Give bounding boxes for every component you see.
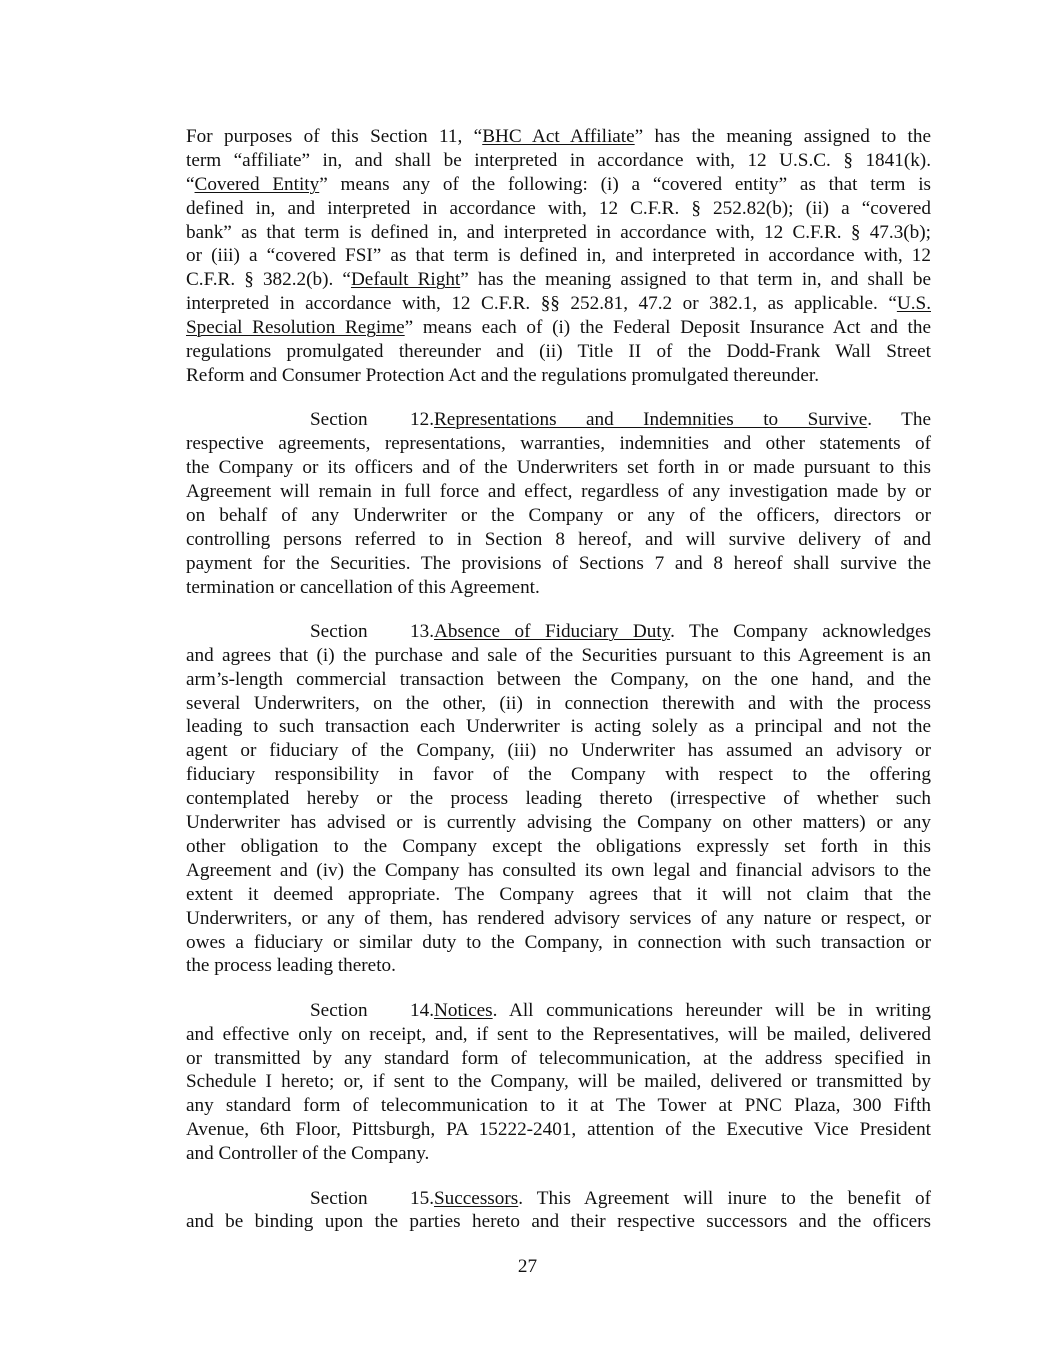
text-line	[186, 552, 931, 576]
paragraph-section-13	[186, 620, 931, 978]
section-number: Section 14.	[310, 999, 434, 1021]
section-number: Section 12.	[310, 409, 434, 431]
text-line	[186, 364, 931, 388]
text-line	[186, 668, 931, 692]
text-run: contemplated hereby or the process leading thereto (irrespective of whether such	[186, 788, 931, 810]
text-run: and effective only on receipt, and, if sent to the Representatives, will be mailed, delivered	[186, 1023, 931, 1045]
text-run: Agreement and (iv) the Company has consulted its own legal and financial advisors to the	[186, 859, 931, 881]
text-line	[186, 432, 931, 456]
text-line	[186, 528, 931, 552]
text-run: . The Company acknowledges	[670, 620, 931, 642]
text-run: “	[186, 173, 195, 195]
text-run: arm’s-length commercial transaction between the Company, on the one hand, and the	[186, 668, 931, 690]
defined-term: Absence of Fiduciary Duty	[434, 620, 671, 642]
paragraph-section-15	[186, 1187, 931, 1235]
defined-term: Successors	[434, 1187, 519, 1209]
text-line	[186, 1210, 931, 1234]
text-run: other obligation to the Company except the obligations expressly set forth in this	[186, 835, 931, 857]
text-run: Schedule I hereto; or, if sent to the Company, will be mailed, delivered or transmitted by	[186, 1071, 931, 1093]
text-run: Avenue, 6th Floor, Pittsburgh, PA 15222-2401, attention of the Executive Vice President	[186, 1119, 931, 1141]
text-run: Agreement will remain in full force and effect, regardless of any investigation made by or	[186, 480, 931, 502]
section-number: Section 15.	[310, 1187, 434, 1209]
text-line	[186, 1094, 931, 1118]
text-run: or (iii) a “covered FSI” as that term is defined in, and interpreted in accordance with, 12	[186, 245, 931, 267]
text-line	[186, 763, 931, 787]
text-run: interpreted in accordance with, 12 C.F.R. §§ 252.81, 47.2 or 382.1, as applicable. “	[186, 293, 897, 315]
text-line	[186, 999, 931, 1023]
text-line	[186, 1142, 931, 1166]
text-line	[186, 456, 931, 480]
text-line	[186, 620, 931, 644]
text-line	[186, 1023, 931, 1047]
text-run: fiduciary responsibility in favor of the Company with respect to the offering	[186, 764, 931, 786]
text-line	[186, 125, 931, 149]
text-line	[186, 739, 931, 763]
text-line	[186, 1047, 931, 1071]
text-run: the Company or its officers and of the Underwriters set forth in or made pursuant to this	[186, 457, 931, 479]
text-line	[186, 644, 931, 668]
text-line	[186, 787, 931, 811]
text-line	[186, 715, 931, 739]
text-run: leading to such transaction each Underwriter is acting solely as a principal and not the	[186, 716, 931, 738]
text-run: bank” as that term is defined in, and interpreted in accordance with, 12 C.F.R. § 47.3(b);	[186, 221, 931, 243]
text-run: term “affiliate” in, and shall be interpreted in accordance with, 12 U.S.C. § 1841(k).	[186, 149, 931, 171]
text-run: . The	[867, 409, 931, 431]
text-line	[186, 504, 931, 528]
text-run: payment for the Securities. The provisions of Sections 7 and 8 hereof shall survive the	[186, 552, 931, 574]
text-run: owes a fiduciary or similar duty to the Company, in connection with such transaction or	[186, 931, 931, 953]
text-run: ” has the meaning assigned to the	[634, 126, 931, 147]
text-run: respective agreements, representations, warranties, indemnities and other statements of	[186, 433, 931, 455]
text-line	[186, 316, 931, 340]
text-line	[186, 954, 931, 978]
text-run: and agrees that (i) the purchase and sale of the Securities pursuant to this Agreement is an	[186, 644, 931, 666]
text-line	[186, 340, 931, 364]
defined-term: Special Resolution Regime	[186, 317, 405, 339]
text-line	[186, 931, 931, 955]
defined-term: Notices	[434, 999, 493, 1021]
text-run: controlling persons referred to in Section 8 hereof, and will survive delivery of and	[186, 528, 931, 550]
defined-term: Representations and Indemnities to Survive	[434, 409, 868, 431]
text-line	[186, 692, 931, 716]
text-run: ” means each of (i) the Federal Deposit Insurance Act and the	[404, 317, 931, 339]
text-line	[186, 408, 931, 432]
text-run: the process leading thereto.	[186, 955, 396, 977]
paragraph-section-12	[186, 408, 931, 599]
text-line	[186, 173, 931, 197]
text-line	[186, 268, 931, 292]
text-run: agent or fiduciary of the Company, (iii) no Underwriter has assumed an advisory or	[186, 740, 931, 762]
text-line	[186, 835, 931, 859]
text-run: and Controller of the Company.	[186, 1143, 430, 1165]
text-run: defined in, and interpreted in accordance with, 12 C.F.R. § 252.82(b); (ii) a “covered	[186, 197, 931, 219]
document-page	[186, 125, 931, 1255]
text-run: ” has the meaning assigned to that term in, and shall be	[460, 269, 931, 291]
text-run: and be binding upon the parties hereto and their respective successors and the officers	[186, 1211, 931, 1233]
text-run: Underwriter has advised or is currently advising the Company on other matters) or any	[186, 812, 931, 834]
text-run: Reform and Consumer Protection Act and the regulations promulgated thereunder.	[186, 364, 820, 386]
text-run: ” means any of the following: (i) a “covered entity” as that term is	[319, 173, 931, 195]
text-run: C.F.R. § 382.2(b). “	[186, 269, 351, 291]
text-line	[186, 811, 931, 835]
text-run: termination or cancellation of this Agreement.	[186, 576, 540, 598]
text-run: regulations promulgated thereunder and (ii) Title II of the Dodd-Frank Wall Street	[186, 341, 931, 363]
text-line	[186, 292, 931, 316]
text-run: . This Agreement will inure to the benefit of	[518, 1187, 931, 1209]
text-line	[186, 480, 931, 504]
text-line	[186, 149, 931, 173]
text-line	[186, 197, 931, 221]
text-line	[186, 1118, 931, 1142]
text-line	[186, 1070, 931, 1094]
defined-term: U.S.	[896, 293, 931, 315]
text-run: extent it deemed appropriate. The Company agrees that it will not claim that the	[186, 883, 931, 905]
page-number: 27	[517, 1256, 538, 1277]
text-line	[186, 907, 931, 931]
defined-term: BHC Act Affiliate	[482, 126, 635, 147]
text-line	[186, 221, 931, 245]
text-run: Underwriters, or any of them, has rendered advisory services of any nature or respect, or	[186, 907, 931, 929]
text-line	[186, 1187, 931, 1211]
text-run: any standard form of telecommunication to it at The Tower at PNC Plaza, 300 Fifth	[186, 1095, 931, 1117]
text-line	[186, 576, 931, 600]
text-run: several Underwriters, on the other, (ii) in connection therewith and with the process	[186, 692, 931, 714]
text-run: or transmitted by any standard form of telecommunication, at the address specified in	[186, 1047, 931, 1069]
defined-term: Default Right	[350, 269, 461, 291]
paragraph-section-11-definitions	[186, 125, 931, 388]
text-run: on behalf of any Underwriter or the Company or any of the officers, directors or	[186, 504, 931, 526]
text-line	[186, 883, 931, 907]
defined-term: Covered Entity	[194, 173, 320, 195]
text-line	[186, 859, 931, 883]
text-line	[186, 244, 931, 268]
section-number: Section 13.	[310, 620, 434, 642]
paragraph-section-14	[186, 999, 931, 1166]
text-run: For purposes of this Section 11, “	[186, 126, 483, 147]
text-run: . All communications hereunder will be in writing	[492, 999, 931, 1021]
